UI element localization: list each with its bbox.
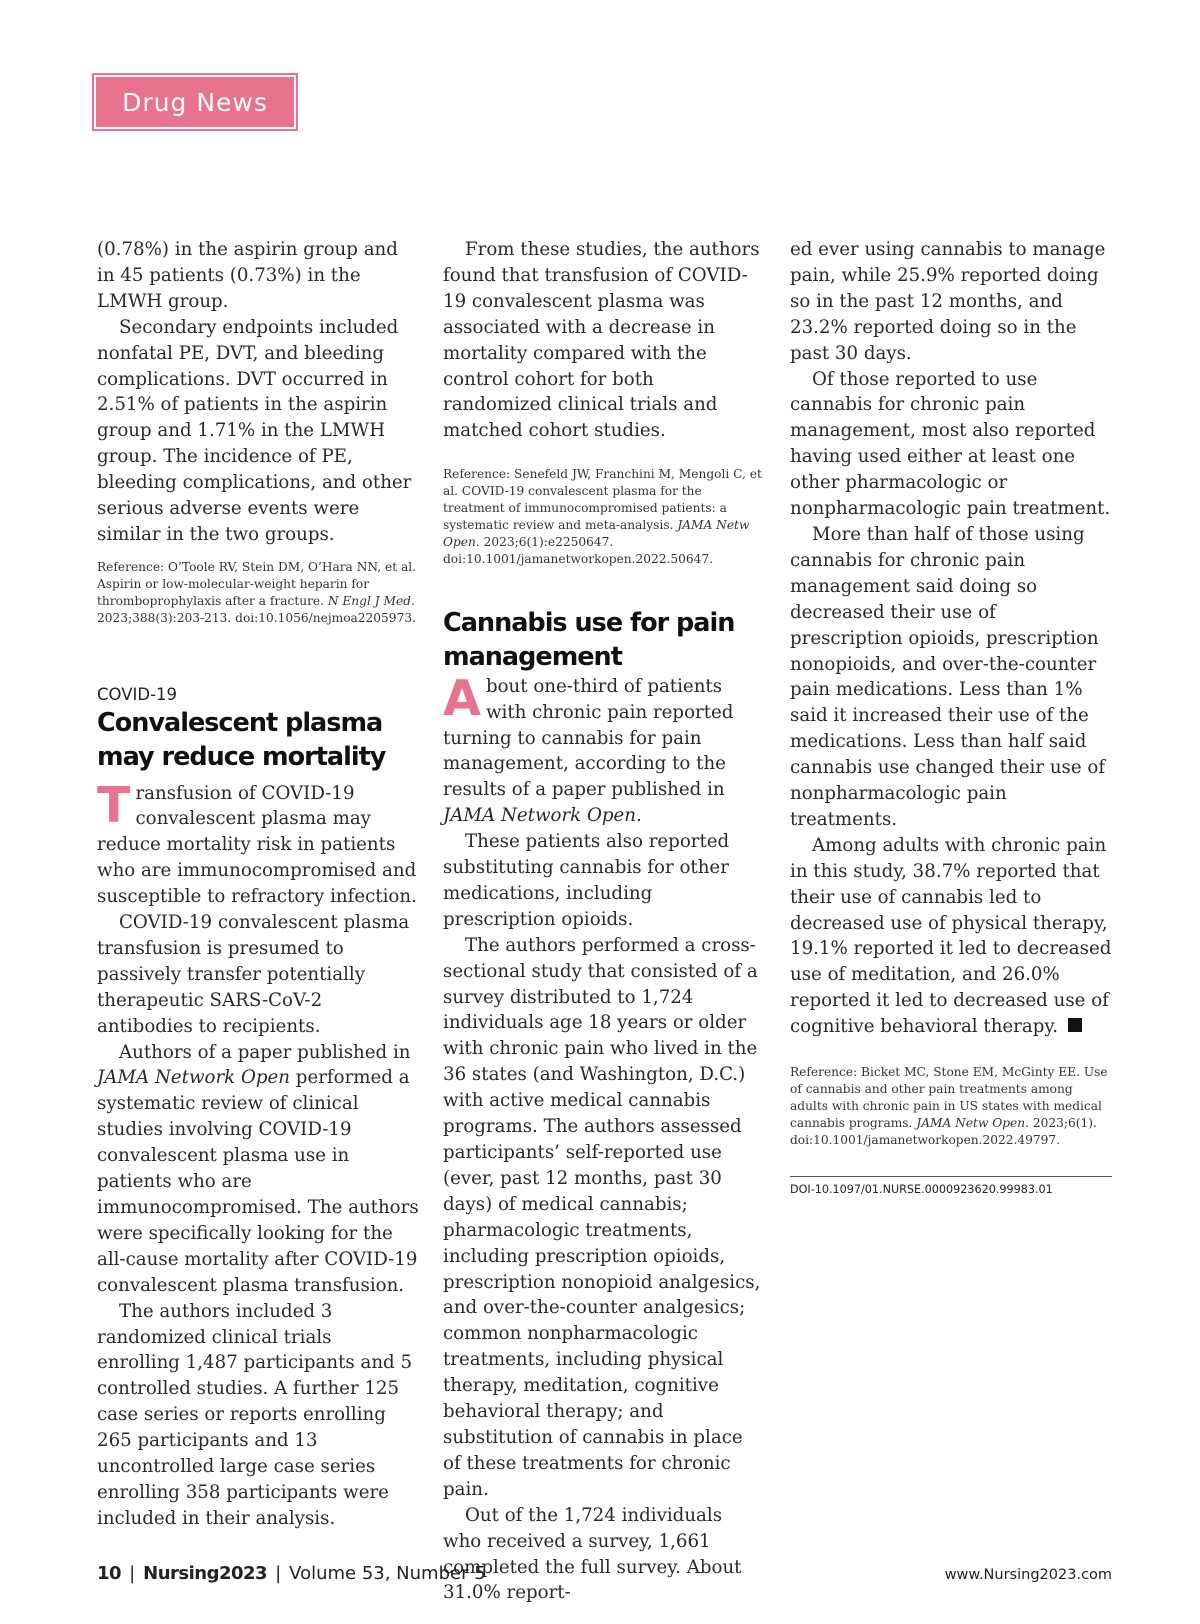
drop-cap: A — [443, 669, 481, 727]
article-kicker: COVID-19 — [97, 684, 178, 704]
column-2 — [443, 237, 766, 1606]
reference-text: Bicket MC, Stone EM, McGinty EE. Use of cannabis and other pain treatments among adults with chronic pain in US states with medical cannabis programs. — [790, 1065, 1108, 1130]
reference-label: Reference: — [443, 467, 511, 482]
body-paragraph: More than half of those using cannabis for chronic pain management said doing so decreased their use of prescription opioids, prescription nonopioids, and over-the-counter pain medications. Less than 1% said it increased their use of the medications. Less than half said cannabis use changed their use of nonpharmacologic pain treatments. — [790, 523, 1106, 830]
body-paragraph: The authors included 3 randomized clinical trials enrolling 1,487 participants and 5 controlled studies. A further 125 case series or reports enrolling 265 participants and 13 uncontrolled large case series enrolling 358 participants were included in their analysis. — [97, 1300, 413, 1529]
body-text: performed a systematic review of clinical studies involving COVID-19 convalescent plasma use in patients who are immunocompromised. The authors were specifically looking for the all-cause mortality after COVID-19 convalescent plasma transfusion. — [97, 1067, 419, 1296]
reference-text: Senefeld JW, Franchini M, Mengoli C, et al. COVID-19 convalescent plasma for the treatment of immunocompromised patients: a systematic review and meta-analysis. — [443, 467, 762, 532]
footer-separator: | — [129, 1563, 136, 1584]
footer-separator: | — [275, 1563, 282, 1584]
body-paragraph: Out of the 1,724 individuals who received a survey, 1,661 completed the full survey. About 31.0% report- — [443, 1504, 742, 1604]
article-title-cannabis: Cannabis use for pain management — [443, 607, 735, 672]
body-paragraph: The authors performed a cross-sectional study that consisted of a survey distributed to 1,724 individuals age 18 years or older with chronic pain who lived in the 36 states (and Washington, D.C.) with active medical cannabis programs. The authors assessed participants’ self-reported use (ever, past 12 months, past 30 days) of medical cannabis; pharmacologic treatments, including prescription opioids, prescription nonopioid analgesics, and over-the-counter analgesics; common nonpharmacologic treatments, including physical therapy, meditation, cognitive behavioral therapy; and substitution of cannabis in place of these treatments for chronic pain. — [443, 934, 761, 1500]
journal-name: JAMA Network Open — [97, 1067, 290, 1089]
doi-text: DOI-10.1097/01.NURSE.0000923620.99983.01 — [790, 1182, 1053, 1196]
body-paragraph: ed ever using cannabis to manage pain, while 25.9% reported doing so in the past 12 months, and 23.2% reported doing so in the past 30 days. — [790, 239, 1106, 364]
reference-citation: 2023;6(1):e2250647. doi:10.1001/jamanetworkopen.2022.50647. — [443, 534, 714, 566]
reference-aspirin — [97, 559, 419, 627]
body-paragraph: Secondary endpoints included nonfatal PE, DVT, and bleeding complications. DVT occurred in 2.51% of patients in the aspirin group and 1.71% in the LMWH group. The incidence of PE, bleeding complications, and other serious adverse events were similar in the two groups. — [97, 316, 412, 545]
body-text: . — [636, 805, 642, 827]
volume-info: Volume 53, Number 5 — [289, 1563, 486, 1584]
reference-label: Reference: — [97, 559, 165, 574]
body-paragraph: Of those reported to use cannabis for chronic pain management, most also reported having used either at least one other pharmacologic or nonpharmacologic pain treatment. — [790, 368, 1111, 520]
body-text: Authors of a paper published in — [119, 1041, 411, 1063]
reference-citation: 2023;6(1). doi:10.1001/jamanetworkopen.2022.49797. — [790, 1115, 1097, 1147]
body-paragraph — [97, 776, 419, 911]
reference-text: O’Toole RV, Stein DM, O’Hara NN, et al. Aspirin or low-molecular-weight heparin for thromboprophylaxis after a fracture. — [97, 559, 417, 608]
body-paragraph — [790, 833, 1112, 1040]
reference-covid — [443, 466, 766, 567]
doi-divider — [790, 1176, 1112, 1177]
footer-left — [97, 1563, 486, 1584]
website-link[interactable]: www.Nursing2023.com — [944, 1567, 1112, 1583]
reference-citation: 2023;388(3):203-213. doi:10.1056/nejmoa2205973. — [97, 610, 416, 625]
body-paragraph — [97, 1040, 419, 1299]
body-paragraph: These patients also reported substituting cannabis for other medications, including prescription opioids. — [443, 831, 730, 930]
body-text: Among adults with chronic pain in this study, 38.7% reported that their use of cannabis led to decreased use of physical therapy, 19.1% reported it led to decreased use of meditation, and 26.0% reported it led to decreased use of cognitive behavioral therapy. — [790, 834, 1112, 1038]
body-text: ransfusion of COVID-19 convalescent plasma may reduce mortality risk in patients who are immunocompromised and susceptible to refractory infection. — [97, 782, 417, 908]
body-paragraph: From these studies, the authors found that transfusion of COVID-19 convalescent plasma was associated with a decrease in mortality compared with the control cohort for both randomized clinical trials and matched cohort studies. — [443, 239, 760, 442]
reference-journal: JAMA Netw Open. — [916, 1115, 1029, 1130]
section-tag: Drug News — [96, 77, 294, 127]
page-number: 10 — [97, 1563, 122, 1584]
magazine-name: Nursing2023 — [143, 1563, 268, 1584]
body-text: bout one-third of patients with chronic pain reported turning to cannabis for pain management, according to the results of a paper published in — [443, 675, 734, 801]
reference-label: Reference: — [790, 1065, 858, 1080]
body-paragraph: COVID-19 convalescent plasma transfusion is presumed to passively transfer potentially therapeutic SARS-CoV-2 antibodies to recipients. — [97, 912, 410, 1037]
body-paragraph: (0.78%) in the aspirin group and in 45 patients (0.73%) in the LMWH group. — [97, 239, 398, 312]
end-of-article-mark — [1068, 1018, 1082, 1032]
page-footer — [97, 1563, 1112, 1587]
drop-cap: T — [97, 776, 131, 834]
journal-name: JAMA Network Open — [443, 805, 636, 827]
reference-cannabis — [790, 1064, 1112, 1149]
body-paragraph — [443, 669, 766, 829]
reference-journal: N Engl J Med. — [327, 593, 415, 608]
column-3 — [790, 237, 1112, 1196]
article-title-covid: Convalescent plasma may reduce mortality — [97, 707, 386, 772]
column-1 — [97, 237, 419, 1532]
reference-journal: JAMA Netw Open. — [443, 517, 750, 549]
